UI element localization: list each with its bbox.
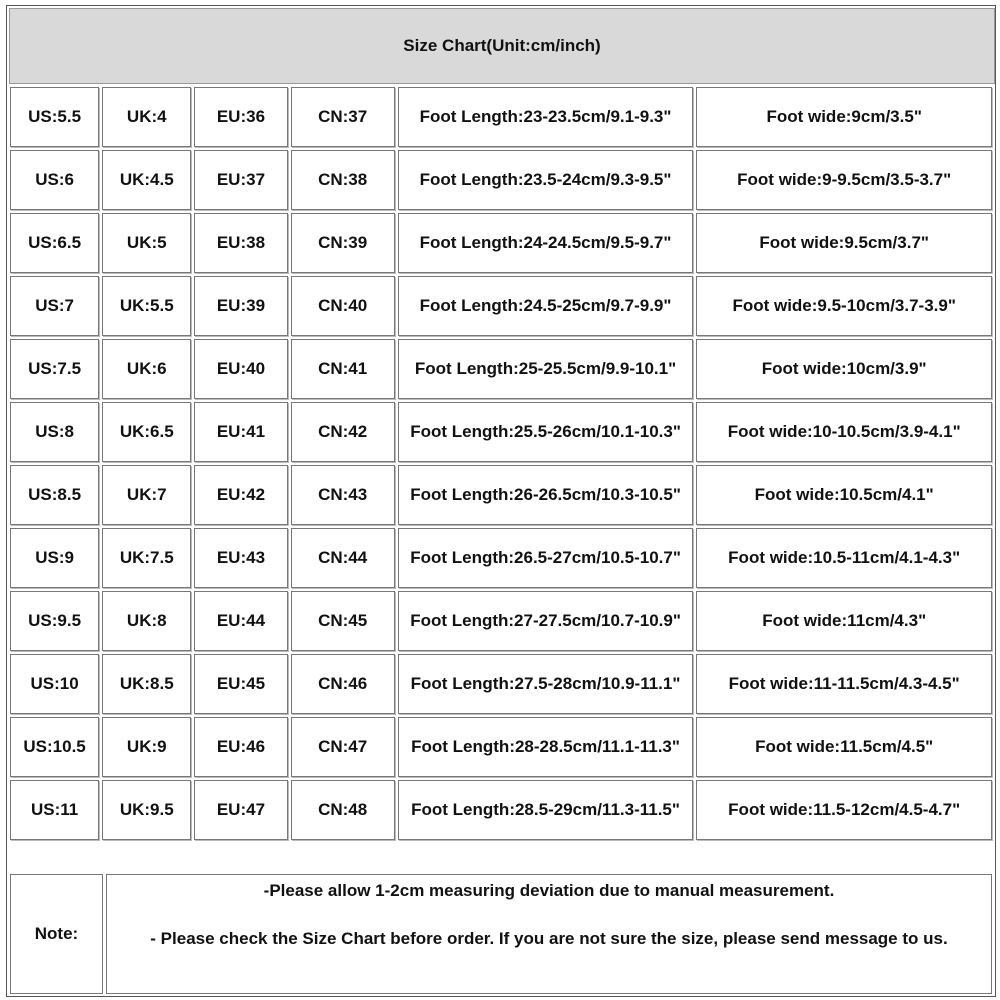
cn-size-cell: CN:38	[291, 150, 395, 210]
eu-size-cell: EU:45	[194, 654, 287, 714]
us-size-cell: US:5.5	[10, 87, 99, 147]
eu-size-cell: EU:36	[194, 87, 287, 147]
us-size-cell: US:9.5	[10, 591, 99, 651]
uk-size-cell: UK:8.5	[102, 654, 191, 714]
us-size-cell: US:8	[10, 402, 99, 462]
foot-length-cell: Foot Length:25-25.5cm/9.9-10.1"	[398, 339, 694, 399]
foot-wide-cell: Foot wide:10-10.5cm/3.9-4.1"	[696, 402, 992, 462]
foot-length-cell: Foot Length:28-28.5cm/11.1-11.3"	[398, 717, 694, 777]
table-row	[10, 591, 992, 651]
foot-length-cell: Foot Length:23-23.5cm/9.1-9.3"	[398, 87, 694, 147]
uk-size-cell: UK:9	[102, 717, 191, 777]
foot-length-cell: Foot Length:27.5-28cm/10.9-11.1"	[398, 654, 694, 714]
cn-size-cell: CN:47	[291, 717, 395, 777]
table-row	[10, 339, 992, 399]
cn-size-cell: CN:39	[291, 213, 395, 273]
eu-size-cell: EU:47	[194, 780, 287, 840]
foot-wide-cell: Foot wide:9.5cm/3.7"	[696, 213, 992, 273]
us-size-cell: US:6	[10, 150, 99, 210]
table-row	[10, 654, 992, 714]
foot-wide-cell: Foot wide:11.5cm/4.5"	[696, 717, 992, 777]
foot-wide-cell: Foot wide:9-9.5cm/3.5-3.7"	[696, 150, 992, 210]
eu-size-cell: EU:44	[194, 591, 287, 651]
size-table-body	[10, 87, 992, 840]
us-size-cell: US:6.5	[10, 213, 99, 273]
eu-size-cell: EU:46	[194, 717, 287, 777]
uk-size-cell: UK:5.5	[102, 276, 191, 336]
eu-size-cell: EU:40	[194, 339, 287, 399]
note-line-check-size: - Please check the Size Chart before order. If you are not sure the size, please send message to us.	[150, 929, 948, 948]
uk-size-cell: UK:6.5	[102, 402, 191, 462]
uk-size-cell: UK:5	[102, 213, 191, 273]
eu-size-cell: EU:37	[194, 150, 287, 210]
foot-wide-cell: Foot wide:10.5-11cm/4.1-4.3"	[696, 528, 992, 588]
foot-length-cell: Foot Length:28.5-29cm/11.3-11.5"	[398, 780, 694, 840]
cn-size-cell: CN:45	[291, 591, 395, 651]
uk-size-cell: UK:4.5	[102, 150, 191, 210]
us-size-cell: US:8.5	[10, 465, 99, 525]
cn-size-cell: CN:42	[291, 402, 395, 462]
foot-wide-cell: Foot wide:10.5cm/4.1"	[696, 465, 992, 525]
size-table	[7, 84, 995, 843]
uk-size-cell: UK:4	[102, 87, 191, 147]
foot-wide-cell: Foot wide:11cm/4.3"	[696, 591, 992, 651]
eu-size-cell: EU:38	[194, 213, 287, 273]
table-row	[10, 276, 992, 336]
table-row	[10, 717, 992, 777]
foot-wide-cell: Foot wide:9cm/3.5"	[696, 87, 992, 147]
foot-wide-cell: Foot wide:11.5-12cm/4.5-4.7"	[696, 780, 992, 840]
uk-size-cell: UK:9.5	[102, 780, 191, 840]
uk-size-cell: UK:8	[102, 591, 191, 651]
table-row	[10, 213, 992, 273]
foot-length-cell: Foot Length:23.5-24cm/9.3-9.5"	[398, 150, 694, 210]
table-row	[10, 528, 992, 588]
table-row	[10, 150, 992, 210]
chart-title: Size Chart(Unit:cm/inch)	[9, 8, 995, 84]
us-size-cell: US:11	[10, 780, 99, 840]
cn-size-cell: CN:41	[291, 339, 395, 399]
cn-size-cell: CN:48	[291, 780, 395, 840]
note-text	[106, 874, 992, 994]
table-row	[10, 87, 992, 147]
foot-length-cell: Foot Length:24.5-25cm/9.7-9.9"	[398, 276, 694, 336]
note-label: Note:	[10, 874, 103, 994]
uk-size-cell: UK:6	[102, 339, 191, 399]
eu-size-cell: EU:43	[194, 528, 287, 588]
foot-wide-cell: Foot wide:9.5-10cm/3.7-3.9"	[696, 276, 992, 336]
eu-size-cell: EU:42	[194, 465, 287, 525]
us-size-cell: US:7	[10, 276, 99, 336]
us-size-cell: US:10	[10, 654, 99, 714]
foot-wide-cell: Foot wide:11-11.5cm/4.3-4.5"	[696, 654, 992, 714]
us-size-cell: US:9	[10, 528, 99, 588]
cn-size-cell: CN:37	[291, 87, 395, 147]
table-row	[10, 780, 992, 840]
cn-size-cell: CN:43	[291, 465, 395, 525]
foot-length-cell: Foot Length:27-27.5cm/10.7-10.9"	[398, 591, 694, 651]
uk-size-cell: UK:7.5	[102, 528, 191, 588]
foot-wide-cell: Foot wide:10cm/3.9"	[696, 339, 992, 399]
foot-length-cell: Foot Length:25.5-26cm/10.1-10.3"	[398, 402, 694, 462]
note-row	[10, 874, 992, 994]
us-size-cell: US:10.5	[10, 717, 99, 777]
cn-size-cell: CN:46	[291, 654, 395, 714]
eu-size-cell: EU:39	[194, 276, 287, 336]
table-row	[10, 465, 992, 525]
note-line-measuring: -Please allow 1-2cm measuring deviation due to manual measurement.	[263, 881, 835, 900]
us-size-cell: US:7.5	[10, 339, 99, 399]
foot-length-cell: Foot Length:26.5-27cm/10.5-10.7"	[398, 528, 694, 588]
uk-size-cell: UK:7	[102, 465, 191, 525]
eu-size-cell: EU:41	[194, 402, 287, 462]
cn-size-cell: CN:40	[291, 276, 395, 336]
foot-length-cell: Foot Length:24-24.5cm/9.5-9.7"	[398, 213, 694, 273]
size-chart	[6, 5, 996, 997]
foot-length-cell: Foot Length:26-26.5cm/10.3-10.5"	[398, 465, 694, 525]
table-row	[10, 402, 992, 462]
cn-size-cell: CN:44	[291, 528, 395, 588]
